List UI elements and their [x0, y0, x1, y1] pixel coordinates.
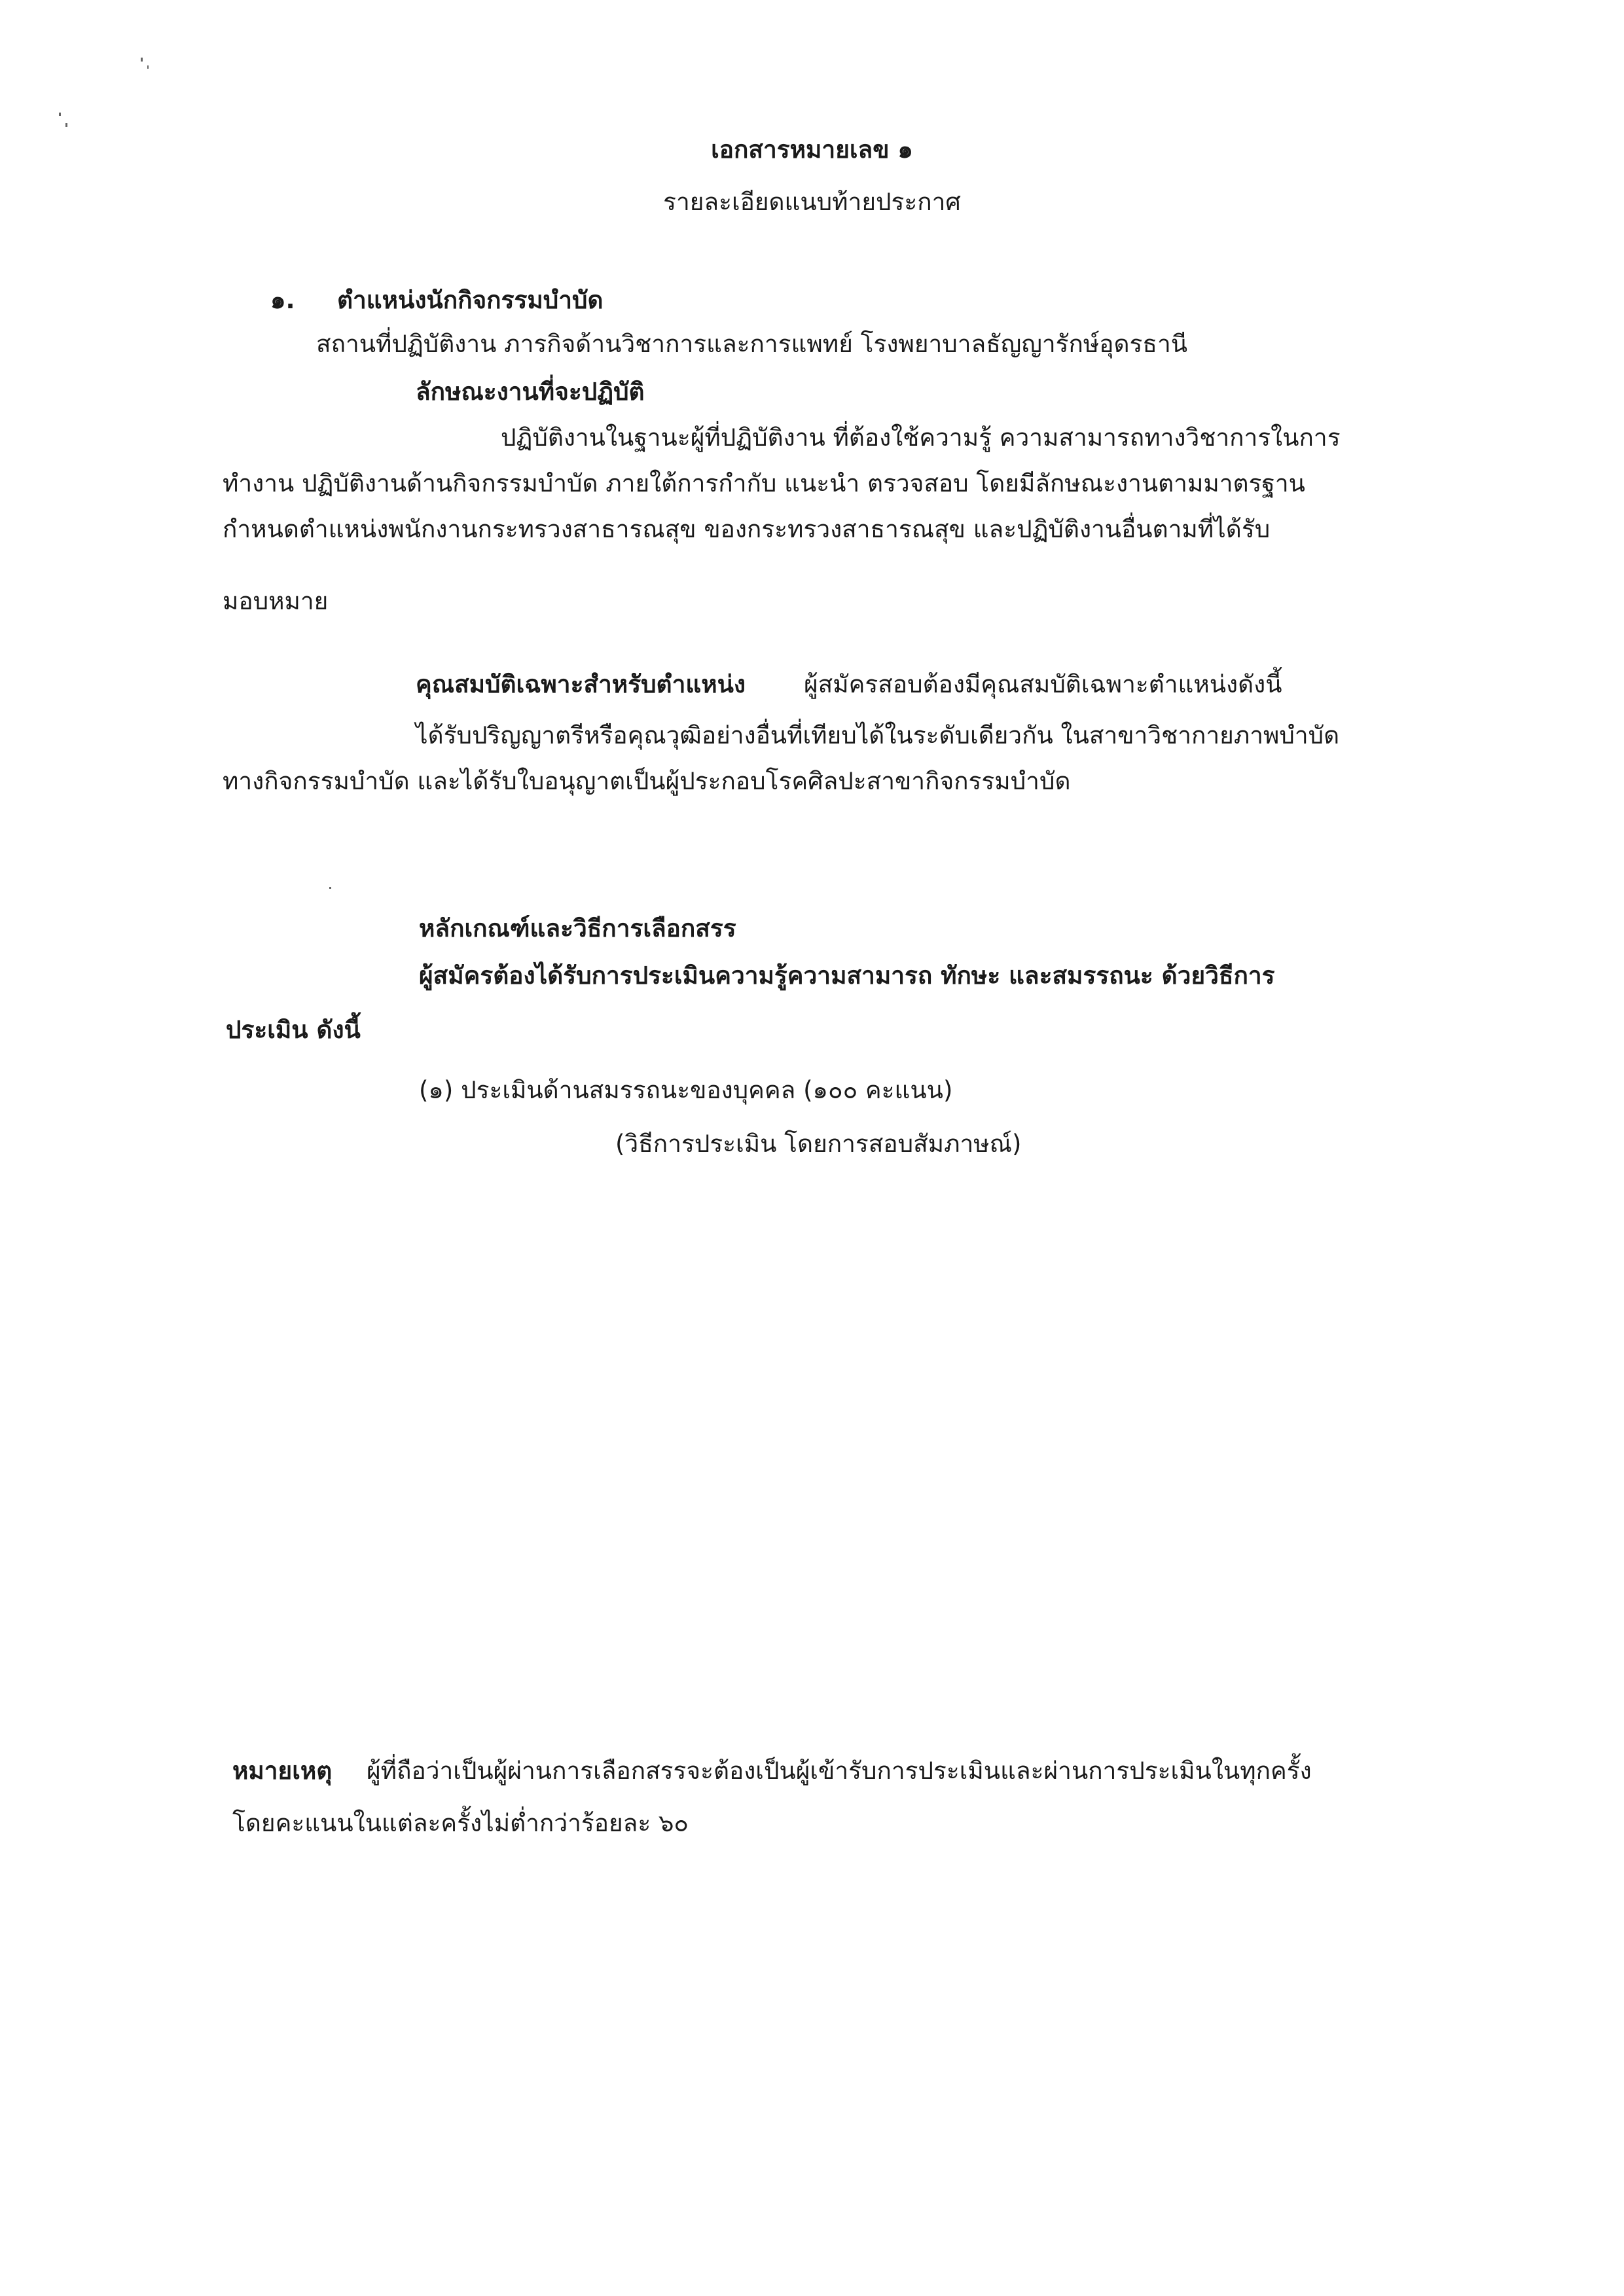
scan-speck: [329, 887, 331, 889]
qualifications-line: ทางกิจกรรมบำบัด และได้รับใบอนุญาตเป็นผู้ประกอบโรคศิลปะสาขากิจกรรมบำบัด: [223, 767, 1071, 795]
qualifications-intro: ผู้สมัครสอบต้องมีคุณสมบัติเฉพาะตำแหน่งดังนี้: [804, 670, 1282, 698]
selection-heading: หลักเกณฑ์และวิธีการเลือกสรร: [419, 914, 736, 942]
qualifications-heading: คุณสมบัติเฉพาะสำหรับตำแหน่ง: [416, 670, 746, 698]
scan-speck: [65, 123, 67, 127]
workplace-line: สถานที่ปฏิบัติงาน ภารกิจด้านวิชาการและการแพทย์ โรงพยาบาลธัญญารักษ์อุดรธานี: [316, 330, 1188, 358]
document-title: เอกสารหมายเลข ๑: [711, 135, 913, 164]
section-number: ๑.: [270, 286, 295, 314]
qualifications-line: ได้รับปริญญาตรีหรือคุณวุฒิอย่างอื่นที่เทียบได้ในระดับเดียวกัน ในสาขาวิชากายภาพบำบัด: [416, 721, 1340, 749]
scan-speck: [147, 65, 149, 69]
duties-line: ทำงาน ปฏิบัติงานด้านกิจกรรมบำบัด ภายใต้การกำกับ แนะนำ ตรวจสอบ โดยมีลักษณะงานตามมาตรฐาน: [223, 469, 1305, 497]
duties-line: มอบหมาย: [223, 587, 329, 615]
note-label: หมายเหตุ: [232, 1757, 333, 1785]
document-subtitle: รายละเอียดแนบท้ายประกาศ: [663, 188, 961, 216]
assessment-item: (๑) ประเมินด้านสมรรถนะของบุคคล (๑๐๐ คะแนน): [419, 1076, 953, 1104]
selection-line: ประเมิน ดังนี้: [226, 1016, 361, 1044]
duties-heading: ลักษณะงานที่จะปฏิบัติ: [416, 378, 645, 406]
scan-speck: [59, 113, 61, 116]
assessment-method: (วิธีการประเมิน โดยการสอบสัมภาษณ์): [615, 1130, 1022, 1158]
section-heading: ตำแหน่งนักกิจกรรมบำบัด: [337, 286, 604, 314]
selection-line: ผู้สมัครต้องได้รับการประเมินความรู้ความสามารถ ทักษะ และสมรรถนะ ด้วยวิธีการ: [419, 961, 1275, 990]
duties-line: กำหนดตำแหน่งพนักงานกระทรวงสาธารณสุข ของกระทรวงสาธารณสุข และปฏิบัติงานอื่นตามที่ได้รับ: [223, 515, 1271, 543]
note-line: โดยคะแนนในแต่ละครั้งไม่ต่ำกว่าร้อยละ ๖๐: [232, 1809, 689, 1837]
duties-line: ปฏิบัติงานในฐานะผู้ที่ปฏิบัติงาน ที่ต้องใช้ความรู้ ความสามารถทางวิชาการในการ: [501, 423, 1341, 452]
note-line: ผู้ที่ถือว่าเป็นผู้ผ่านการเลือกสรรจะต้องเป็นผู้เข้ารับการประเมินและผ่านการประเมินในทุกครั้ง: [367, 1757, 1312, 1785]
scan-speck: [141, 58, 143, 62]
